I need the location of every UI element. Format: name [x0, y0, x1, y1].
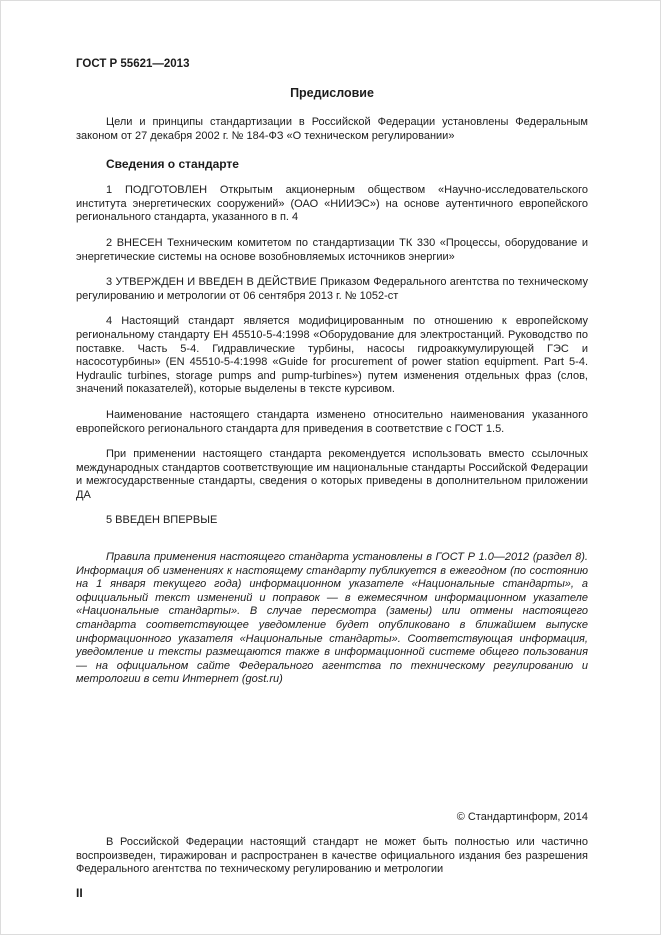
section-heading-standard-info: Сведения о стандарте [106, 157, 239, 172]
application-rules-note: Правила применения настоящего стандарта установлены в ГОСТ Р 1.0—2012 (раздел 8). Информация об изменениях к настоящему стандарту публикуется в ежегодном (по состоянию на 1 января текущего года) информационном указателе «Национальные стандарты», а официальный текст изменений и поправок — в ежемесячном информационном указателе «Национальные стандарты». В случае пересмотра (замены) или отмены настоящего стандарта соответствующее уведомление будет опубликовано в ближайшем выпуске информационного указателя «Национальные стандарты». Соответствующая информация, уведомление и тексты размещаются также в информационной системе общего пользования — на официальном сайте Федерального агентства по техническому регулированию и метрологии в сети Интернет (gost.ru) [76, 551, 588, 686]
copyright-line: © Стандартинформ, 2014 [456, 811, 588, 824]
standard-info-item-4: 4 Настоящий стандарт является модифицированным по отношению к европейскому региональному стандарту ЕН 45510-5-4:1998 «Оборудование для электростанций. Руководство по поставке. Часть 5-4. Гидравлические турбины, насосы гидроаккумулирующей ГЭС и насосотурбины» (EN 45510-5-4:1998 «Guide for procurement of power station equipment. Part 5-4. Hydraulic turbines, storage pumps and pump-turbines») путем изменения отдельных фраз (слов, значений показателей), которые выделены в тексте курсивом. [76, 315, 588, 396]
standard-info-item-5: 5 ВВЕДЕН ВПЕРВЫЕ [106, 514, 218, 527]
reproduction-notice: В Российской Федерации настоящий стандарт не может быть полностью или частично воспроизведен, тиражирован и распространен в качестве официального издания без разрешения Федерального агентства по техническому регулированию и метрологии [76, 836, 588, 876]
page-number: II [76, 886, 83, 900]
page-title: Предисловие [290, 86, 374, 100]
standard-info-application-note: При применении настоящего стандарта рекомендуется использовать вместо ссылочных международных стандартов соответствующие им национальные стандарты Российской Федерации и межгосударственные стандарты, сведения о которых приведены в дополнительном приложении ДА [76, 448, 588, 501]
document-header-code: ГОСТ Р 55621—2013 [76, 58, 190, 70]
standard-info-naming-note: Наименование настоящего стандарта изменено относительно наименования указанного европейского регионального стандарта для приведения в соответствие с ГОСТ 1.5. [76, 408, 588, 435]
standard-info-item-3: 3 УТВЕРЖДЕН И ВВЕДЕН В ДЕЙСТВИЕ Приказом Федерального агентства по техническому регулированию и метрологии от 06 сентября 2013 г. № 1052-ст [76, 276, 588, 302]
standard-info-item-2: 2 ВНЕСЕН Техническим комитетом по стандартизации ТК 330 «Процессы, оборудование и энергетические системы на основе возобновляемых источников энергии» [76, 236, 588, 263]
page-footer-block [76, 810, 588, 900]
intro-paragraph: Цели и принципы стандартизации в Российской Федерации установлены Федеральным законом от 27 декабря 2002 г. № 184-ФЗ «О техническом регулировании» [76, 116, 588, 142]
standard-info-item-1: 1 ПОДГОТОВЛЕН Открытым акционерным обществом «Научно-исследовательского института энергетических сооружений» (ОАО «НИИЭС») на основе аутентичного европейского регионального стандарта, указанного в п. 4 [76, 184, 588, 224]
